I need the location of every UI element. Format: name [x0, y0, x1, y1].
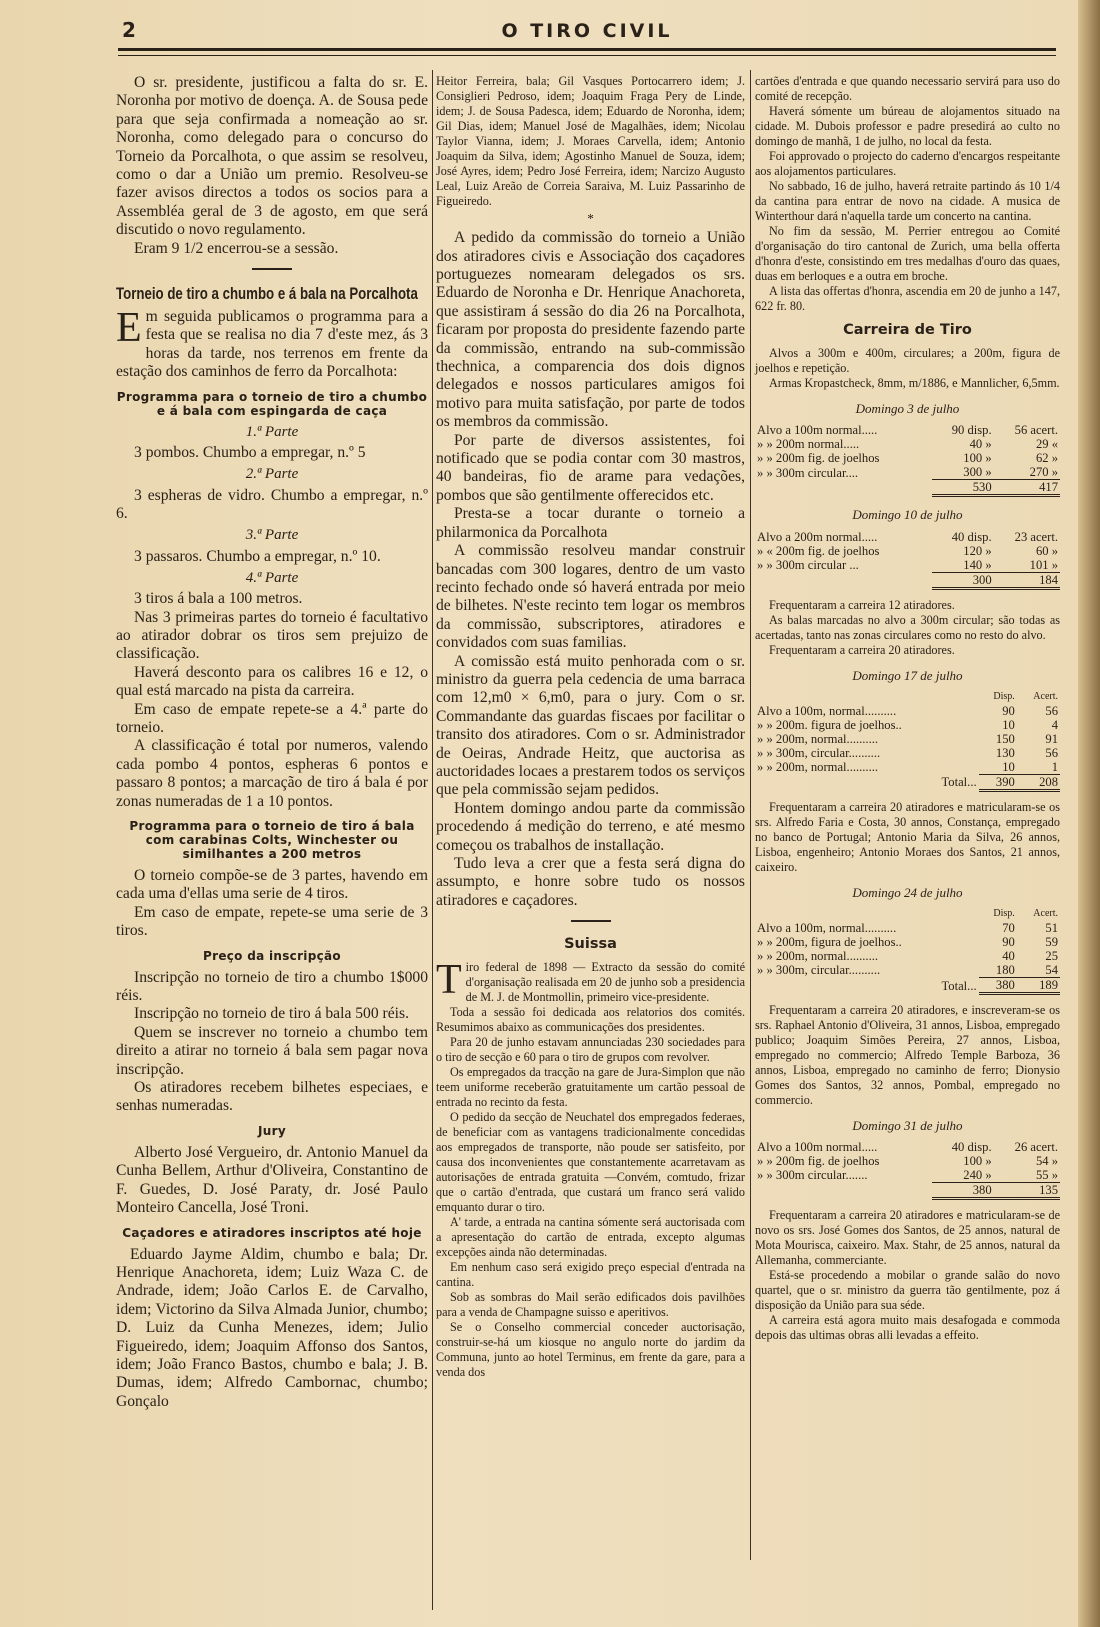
column-header: Disp.	[993, 690, 1015, 702]
disp-value: 140 »	[932, 558, 993, 573]
paragraph: Sob as sombras do Mail serão edificados dois pavilhões para a venda de Champagne suisso e aperitivos.	[436, 1290, 745, 1320]
disp-value: 180	[979, 963, 1017, 978]
total-spacer	[755, 572, 932, 588]
row-label: » » 300m circular....	[757, 465, 859, 480]
row-label: » » 200m fig. de joelhos	[757, 1154, 880, 1169]
acert-value: 270 »	[994, 465, 1060, 480]
table-row	[755, 530, 1060, 544]
paragraph: 3 passaros. Chumbo a empregar, n.º 10.	[134, 547, 381, 565]
table-row	[755, 949, 1060, 963]
disp-value: 300 »	[932, 465, 993, 480]
day-heading: Domingo 24 de julho	[852, 884, 963, 900]
paragraph: 3 tiros á bala a 100 metros.	[134, 590, 303, 608]
table-row	[755, 451, 1060, 465]
header-rule	[118, 48, 1056, 51]
part-heading: 3.ª Parte	[245, 527, 299, 544]
disp-value: 120 »	[963, 543, 992, 558]
acert-value: 56	[1045, 703, 1058, 718]
disp-value: 10	[979, 760, 1017, 775]
column-divider	[432, 70, 433, 1610]
total-disp: 390	[979, 774, 1017, 790]
paragraph: A commissão resolveu mandar construir bancadas com 300 logares, dentro de um vasto recinto fechado onde só haverá entrada por meio de bilhetes. N'este recinto tem logar os membros da commissão, subscriptores, atiradores e convidados com suas familias.	[436, 542, 745, 652]
table-row	[755, 423, 1060, 437]
table-row	[755, 465, 1060, 480]
table-total-row	[755, 480, 1060, 496]
paragraph: Alvos a 300m e 400m, circulares; a 200m, figura de joelhos e repetição.	[755, 346, 1060, 376]
paragraph: Foi approvado o projecto do caderno d'encargos respeitante aos alojamentos particulares.	[755, 149, 1060, 178]
article-title: Torneio de tiro a chumbo e á bala na Porcalhota	[116, 284, 418, 304]
results-table	[755, 1140, 1060, 1200]
paragraph: Frequentaram a carreira 20 atiradores.	[769, 642, 955, 657]
acert-value: 62 »	[1035, 451, 1058, 466]
paragraph: Tudo leva a crer que a festa será digna do assumpto, e honre sobre tudo os nossos atiradores e caçadores.	[436, 855, 745, 909]
section-heading: Preço da inscripção	[203, 948, 341, 963]
acert-value: 1	[1017, 760, 1060, 775]
day-heading: Domingo 31 de julho	[852, 1118, 963, 1134]
paragraph: Heitor Ferreira, bala; Gil Vasques Portocarrero idem; J. Consiglieri Pedroso, idem; Joaquim Fraga Pery de Linde, idem; J. de Sousa Padesca, idem; Eduardo de Noronha, idem; Gil Dias, idem; Manuel José de Magalhães, idem; Nicolau Taylor Vianna, idem; J. Moraes Carvella, idem; Antonio Joaquim da Silva, idem; Agostinho Manuel de Souza, idem; José Ayres, idem; Pedro José Ferreira, idem; Narcizo Augusto Leal, Luiz Areão de Correia Saraiva, M. Luiz Passarinho de Figueiredo.	[436, 74, 745, 208]
column-header: Acert.	[1033, 690, 1058, 702]
paragraph: cartões d'entrada e que quando necessario servirá para uso do comité de recepção.	[755, 74, 1060, 103]
section-rule	[571, 920, 611, 922]
table-row	[755, 1140, 1060, 1154]
row-label: » » 300m circular.......	[757, 1168, 868, 1183]
row-label: » » 200m fig. de joelhos	[757, 451, 880, 466]
acert-value: 54 »	[1035, 1154, 1058, 1169]
total-acert: 184	[994, 572, 1060, 588]
total-spacer	[755, 1183, 932, 1199]
article-title: Carreira de Tiro	[843, 322, 972, 338]
paragraph: A comissão está muito penhorada com o sr. ministro da guerra pela cedencia de uma barraca com 12,m0 × 6,m0, para o jury. Com o sr. Commandante das guardas fiscaes por facilitar o transito dos atiradores. Com o sr. Administrador de Oeiras, Andrade Heitz, que auctorisa as auctoridades locaes a prestarem todos os serviços que pela commissão sejam pedidos.	[436, 652, 745, 799]
paragraph: Em caso de empate repete-se a 4.ª parte do torneio.	[116, 700, 428, 736]
paragraph: Hontem domingo andou parte da commissão procedendo á medição do terreno, e até mesmo começou os trabalhos de installação.	[436, 799, 745, 854]
row-label: » » 200m, figura de joelhos..	[757, 935, 902, 950]
row-label: » » 300m, circular..........	[757, 963, 881, 978]
acert-value: 91	[1045, 731, 1058, 746]
paragraph: Se o Conselho commercial conceder auctorisação, construir-se-há um kiosque no angulo norte do jardim da Communa, junto ao hotel Terminus, em frente da gare, para a venda dos	[436, 1320, 745, 1380]
paragraph: Toda a sessão foi dedicada aos relatorios dos comités. Resumimos abaixo as communicações dos presidentes.	[436, 1005, 745, 1035]
paragraph: Frequentaram a carreira 20 atiradores, e inscreveram-se os srs. Raphael Antonio d'Oliveira, 31 annos, Lisboa, empregado publico; Joaquim Simões Pereira, 27 annos, Lisboa, empregado no commercio; Alfredo Temple Barboza, 36 annos, Lisboa, empregado no caminho de ferro; Dionysio Gomes dos Santos, 32 annos, Pombal, empregado no commercio.	[755, 1003, 1060, 1108]
disp-value: 100 »	[963, 1154, 992, 1169]
page-header	[118, 18, 1056, 64]
day-heading: Domingo 17 de julho	[852, 667, 963, 683]
table-row	[755, 558, 1060, 573]
row-label: » » 300m, circular..........	[757, 745, 881, 760]
paragraph: Inscripção no torneio de tiro á bala 500 réis.	[134, 1005, 409, 1023]
row-label: Alvo a 100m, normal..........	[757, 921, 897, 936]
total-label: Total...	[941, 978, 977, 993]
total-label: Total...	[941, 775, 977, 790]
disp-value: 40	[1002, 949, 1015, 964]
total-acert: 189	[1017, 978, 1060, 994]
acert-value: 26 acert.	[1014, 1140, 1058, 1155]
paragraph: Frequentaram a carreira 20 atiradores e matricularam-se os srs. Alfredo Faria e Costa, 30 annos, Constança, empregado no banco de Portugal; Antonio Maria da Silva, 26 annos, Lisboa, engenheiro; Antonio Moraes dos Santos, 21 annos, caixeiro.	[755, 799, 1060, 874]
paragraph: O sr. presidente, justificou a falta do sr. E. Noronha por motivo de doença. A. de Sousa pede para que seja confirmada a nomeação ao sr. Noronha, como delegado para o concurso do Torneio da Porcalhota, o que assim se resolveu, como o dar a União um premio. Resolveu-se fazer avisos directos a todos os socios para a Assembléa geral de 3 de agosto, em que será discutido o novo regulamento.	[116, 74, 428, 239]
table-row	[755, 1168, 1060, 1183]
results-table	[755, 907, 1060, 995]
paragraph: m seguida publicamos o programma para a festa que se realisa no dia 7 d'este mez, ás 3 horas da tarde, nos terrenos em frente da estação dos caminhos de ferro da Porcalhota:	[116, 308, 428, 381]
acert-value: 56	[1045, 745, 1058, 760]
acert-value: 23 acert.	[1014, 529, 1058, 544]
row-label: » « 200m fig. de joelhos	[757, 543, 880, 558]
paragraph: 3 pombos. Chumbo a empregar, n.º 5	[134, 443, 366, 461]
paragraph: Inscripção no torneio de tiro a chumbo 1$000 réis.	[116, 968, 428, 1005]
table-total-row	[755, 1183, 1060, 1199]
acert-value: 101 »	[994, 558, 1060, 573]
acert-value: 56 acert.	[1014, 423, 1058, 438]
paragraph: Em nenhum caso será exigido preço especial d'entrada na cantina.	[436, 1260, 745, 1290]
total-acert: 208	[1017, 774, 1060, 790]
paragraph: Quem se inscrever no torneio a chumbo tem direito a atirar no torneio á bala sem pagar nova inscripção.	[116, 1023, 428, 1078]
disp-value: 40 disp.	[951, 529, 992, 544]
paragraph: Presta-se a tocar durante o torneio a philarmonica da Porcalhota	[436, 505, 745, 541]
part-heading: 4.ª Parte	[245, 569, 299, 586]
table-row	[755, 963, 1060, 978]
section-heading: Programma para o torneio de tiro á bala com carabinas Colts, Winchester ou similhantes a 200 metros	[129, 819, 415, 861]
paragraph: Está-se procedendo a mobilar o grande salão do novo quartel, que o sr. ministro da guerra tão gentilmente, poz á disposição da União para sua séde.	[755, 1268, 1060, 1313]
table-header-row	[755, 690, 1060, 704]
table-total-row	[755, 774, 1060, 790]
paragraph: Alberto José Vergueiro, dr. Antonio Manuel da Cunha Bellem, Arthur d'Oliveira, Constantino de F. Guedes, D. José Paraty, dr. José Paulo Monteiro Cancella, José Troni.	[116, 1143, 428, 1217]
paragraph: 3 espheras de vidro. Chumbo a empregar, n.º 6.	[116, 486, 428, 522]
row-label: » » 200m. figura de joelhos..	[757, 717, 902, 732]
row-label: Alvo a 100m normal.....	[757, 1140, 878, 1155]
disp-value: 130	[995, 745, 1015, 760]
disp-value: 90 disp.	[951, 423, 992, 438]
page-edge	[1078, 0, 1100, 1627]
table-row	[755, 760, 1060, 775]
column-header: Disp.	[993, 908, 1015, 920]
acert-value: 51	[1045, 921, 1058, 936]
total-disp: 380	[979, 978, 1017, 994]
acert-value: 59	[1045, 935, 1058, 950]
paragraph: Eram 9 1/2 encerrou-se a sessão.	[134, 239, 339, 257]
paragraph: iro federal de 1898 — Extracto da sessão do comité d'organisação realisada em 20 de junho sob a presidencia de M. J. de Montmollin, primeiro vice-presidente.	[465, 960, 745, 1005]
column-3	[755, 74, 1060, 1343]
column-1	[116, 74, 428, 1411]
day-heading: Domingo 10 de julho	[852, 507, 963, 523]
table-row	[755, 746, 1060, 760]
paragraph: No fim da sessão, M. Perrier entregou ao Comité d'organisação do tiro cantonal de Zurich, uma bella offerta d'honra d'este, consistindo em tres medalhas d'ouro das quaes, duas em berloques e a outra em broche.	[755, 224, 1060, 283]
results-table	[755, 530, 1060, 590]
page-number: 2	[122, 18, 136, 42]
disp-value: 40 disp.	[951, 1140, 992, 1155]
section-rule	[252, 268, 292, 270]
table-row	[755, 732, 1060, 746]
paragraph: O pedido da secção de Neuchatel dos empregados federaes, de beneficiar com as vantagens tradicionalmente concedidas aos empregados de transporte, não poude ser satisfeito, por causa dos inconvenientes que constantemente acarretavam as autorisações de entrada gratuita —Convém, comtudo, frizar que o cartão d'entrada, que custará um franco será valido emquanto durar o tiro.	[436, 1110, 745, 1215]
acert-value: 4	[1051, 717, 1058, 732]
row-label: » » 300m circular ...	[757, 557, 859, 572]
results-table	[755, 690, 1060, 792]
paragraph: Haverá sómente um búreau de alojamentos situado na cidade. M. Dubois professor e padre presedirá ao culto no domingo de manhã, 1 de julho, no local da festa.	[755, 104, 1060, 148]
paragraph: A pedido da commissão do torneio a União dos atiradores civis e Associação dos caçadores portuguezes nomearam delegados os srs. Eduardo de Noronha e Dr. Henrique Anachoreta, que assistiram á sessão do dia 26 na Porcalhota, ficaram por proposta do presidente fazendo parte da commissão, entrando na sub-commissão thechnica, a comparencia dos dois dignos delegados e nossos particulares amigos foi motivo para muita satisfação, por parte de todos os membros da commissão.	[436, 229, 745, 431]
paragraph: O torneio compõe-se de 3 partes, havendo em cada uma d'ellas uma serie de 4 tiros.	[116, 867, 428, 903]
paragraph: Eduardo Jayme Aldim, chumbo e bala; Dr. Henrique Anachoreta, idem; Luiz Waza C. de Andrade, idem; João Carlos E. de Carvalho, idem; Victorino da Silva Almada Junior, chumbo; D. Luiz da Cunha Menezes, idem; Julio Figueiredo, idem; Joaquim Affonso dos Santos, idem; João Franco Bastos, chumbo e bala; J. B. Dumas, idem; Alfredo Cambornac, chumbo; Gonçalo	[116, 1245, 428, 1410]
total-acert: 417	[994, 480, 1060, 496]
table-row	[755, 1154, 1060, 1168]
paragraph: Nas 3 primeiras partes do torneio é facultativo ao atirador dobrar os tiros sem prejuizo de classificação.	[116, 608, 428, 663]
table-row	[755, 935, 1060, 949]
part-heading: 2.ª Parte	[245, 466, 299, 483]
disp-value: 90	[1002, 703, 1015, 718]
disp-value: 40 »	[969, 437, 992, 452]
disp-value: 70	[1002, 921, 1015, 936]
acert-value: 60 »	[1035, 543, 1058, 558]
paragraph: A lista das offertas d'honra, ascendia em 20 de junho a 147, 622 fr. 80.	[755, 284, 1060, 313]
day-heading: Domingo 3 de julho	[855, 401, 960, 417]
disp-value: 10	[1002, 717, 1015, 732]
row-label: » » 200m, normal..........	[757, 760, 879, 775]
column-2	[436, 74, 745, 1380]
table-row	[755, 921, 1060, 935]
article-title: Suissa	[564, 936, 617, 953]
table-row	[755, 704, 1060, 718]
paragraph: No sabbado, 16 de julho, haverá retraite partindo ás 10 1/4 da cantina para entrar de novo na cidade. A musica de Winterthour dará n'aquella tarde um concerto na cantina.	[755, 179, 1060, 223]
table-row	[755, 437, 1060, 451]
separator-star: *	[587, 211, 594, 226]
paragraph: Armas Kropastcheck, 8mm, m/1886, e Mannlicher, 6,5mm.	[769, 376, 1060, 391]
header-rule-thin	[118, 55, 1056, 56]
table-row	[755, 718, 1060, 732]
paragraph: Haverá desconto para os calibres 16 e 12, o qual está marcado na pista da carreira.	[116, 663, 428, 700]
acert-value: 54	[1017, 963, 1060, 978]
total-spacer	[755, 480, 932, 496]
row-label: » » 200m, normal..........	[757, 949, 879, 964]
drop-cap: T	[436, 957, 462, 1004]
header-spacer	[755, 907, 979, 921]
disp-value: 150	[995, 731, 1015, 746]
paragraph: Os atiradores recebem bilhetes especiaes, e senhas numeradas.	[116, 1079, 428, 1115]
paragraph: Frequentaram a carreira 20 atiradores e matricularam-se de novo os srs. José Gomes dos Santos, de 25 annos, natural de Mota Mourisca, caixeiro. Max. Stahr, de 25 annos, natural da Allemanha, commerciante.	[755, 1208, 1060, 1268]
column-header: Acert.	[1033, 908, 1058, 920]
header-spacer	[755, 690, 979, 704]
paragraph: Para 20 de junho estavam annunciadas 230 sociedades para o tiro de secção e 60 para o tiro de grupos com revolver.	[436, 1035, 745, 1065]
results-table	[755, 423, 1060, 497]
disp-value: 100 »	[963, 451, 992, 466]
part-heading: 1.ª Parte	[245, 423, 299, 440]
total-disp: 300	[932, 572, 993, 588]
row-label: Alvo a 100m normal.....	[757, 423, 878, 438]
paragraph: As balas marcadas no alvo a 300m circular; são todas as acertadas, tanto nas zonas circulares como no resto do alvo.	[755, 612, 1060, 642]
section-heading: Jury	[258, 1123, 286, 1138]
masthead: O TIRO CIVIL	[501, 20, 673, 42]
table-total-row	[755, 978, 1060, 994]
table-row	[755, 544, 1060, 558]
row-label: » » 200m, normal..........	[757, 731, 879, 746]
row-label: » » 200m normal.....	[757, 437, 860, 452]
column-divider	[750, 70, 751, 1560]
total-disp: 380	[932, 1183, 993, 1199]
paragraph: A' tarde, a entrada na cantina sómente será auctorisada com a apresentação do cartão de entrada, excepto algumas excepções ainda não determinadas.	[436, 1215, 745, 1260]
paragraph: A classificação é total por numeros, valendo cada pombo 4 pontos, espheras 6 pontos e passaro 8 pontos; a marcação de tiro á bala é por zonas numeradas de 1 a 10 pontos.	[116, 737, 428, 810]
paragraph: Em caso de empate, repete-se uma serie de 3 tiros.	[116, 903, 428, 940]
acert-value: 29 «	[1035, 437, 1058, 452]
disp-value: 240 »	[932, 1168, 993, 1183]
total-acert: 135	[994, 1183, 1060, 1199]
section-heading: Programma para o torneio de tiro a chumbo e á bala com espingarda de caça	[116, 389, 428, 418]
table-total-row	[755, 572, 1060, 588]
disp-value: 90	[1002, 935, 1015, 950]
table-header-row	[755, 907, 1060, 921]
section-heading: Caçadores e atiradores inscriptos até hoje	[122, 1225, 422, 1240]
total-disp: 530	[932, 480, 993, 496]
paragraph: Frequentaram a carreira 12 atiradores.	[769, 597, 955, 612]
paragraph: A carreira está agora muito mais desafogada e commoda depois das ultimas obras alli levadas a effeito.	[755, 1313, 1060, 1343]
drop-cap: E	[116, 305, 142, 352]
paragraph: Por parte de diversos assistentes, foi notificado que se podia contar com 30 mastros, 40 bandeiras, fio de arame para vedações, pombos que são gentilmente offerecidos etc.	[436, 431, 745, 504]
row-label: Alvo a 100m, normal..........	[757, 703, 897, 718]
acert-value: 25	[1045, 949, 1058, 964]
acert-value: 55 »	[994, 1168, 1060, 1183]
row-label: Alvo a 200m normal.....	[757, 529, 878, 544]
paragraph: Os empregados da tracção na gare de Jura-Simplon que não teem uniforme receberão gratuitamente um cartão pessoal de entrada no recinto da festa.	[436, 1065, 745, 1110]
